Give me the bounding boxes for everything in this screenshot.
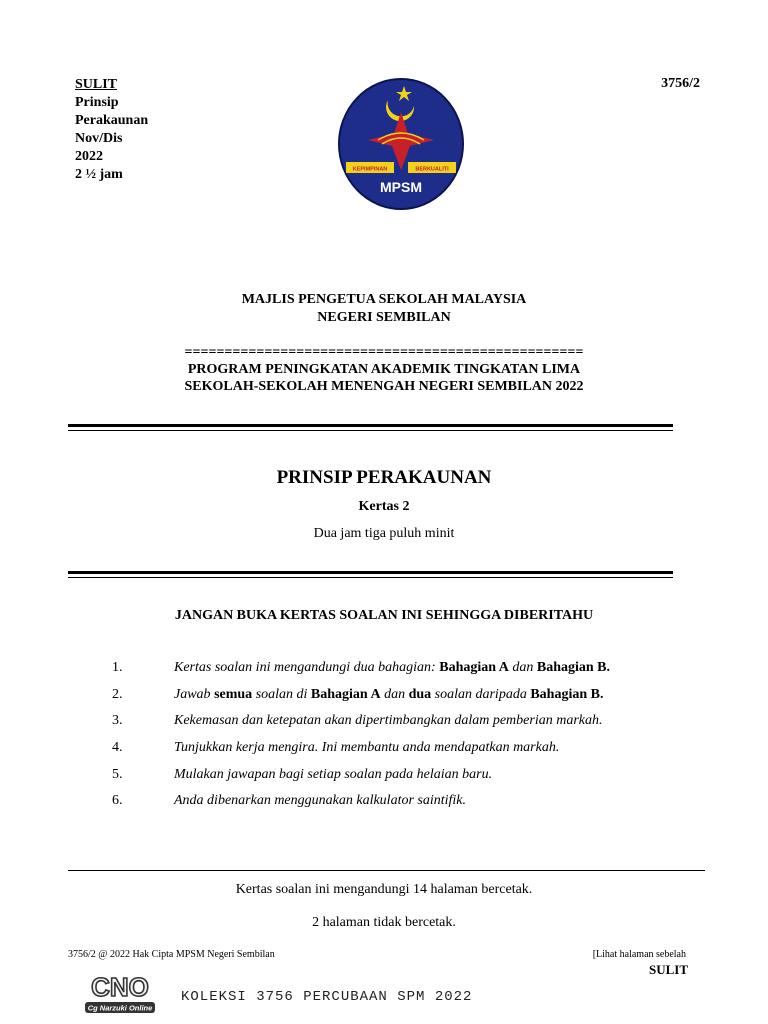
divider-top [68, 424, 673, 427]
separator-line: ================================================== [184, 345, 584, 360]
instruction-text: Tunjukkan kerja mengira. Ini membantu anda mendapatkan markah. [174, 740, 560, 755]
duration-text: Dua jam tiga puluh minit [313, 526, 455, 541]
instruction-text: Anda dibenarkan menggunakan kalkulator saintifik. [174, 793, 467, 808]
instruction-text: Kekemasan dan ketepatan akan dipertimbangkan dalam pemberian markah. [174, 713, 603, 728]
program-line-2: SEKOLAH-SEKOLAH MENENGAH NEGERI SEMBILAN 2022 [184, 379, 584, 394]
instruction-number: 6. [112, 793, 123, 808]
exam-year: 2022 [75, 149, 103, 164]
footer-rule [68, 870, 705, 871]
subject-line-2: Perakaunan [75, 113, 149, 128]
pages-blank: 2 halaman tidak bercetak. [312, 915, 456, 930]
copyright-text: 3756/2 @ 2022 Hak Cipta MPSM Negeri Sembilan [68, 949, 275, 960]
instruction-number: 2. [112, 687, 123, 702]
exam-duration-short: 2 ½ jam [75, 167, 123, 182]
instruction-text: Jawab semua soalan di Bahagian A dan dua soalan daripada Bahagian B. [174, 687, 604, 702]
cno-logo-subtext: Cg Narzuki Online [87, 1003, 153, 1013]
pages-printed: Kertas soalan ini mengandungi 14 halaman bercetak. [235, 882, 533, 897]
council-name [0, 291, 768, 327]
program-line-1: PROGRAM PENINGKATAN AKADEMIK TINGKATAN LIMA [187, 362, 581, 377]
subject-line-1: Prinsip [75, 95, 119, 110]
paper-number: Kertas 2 [358, 499, 410, 514]
logo-banner-left: KEPIMPINAN [352, 166, 388, 173]
paper-code: 3756/2 [661, 76, 700, 91]
exam-month: Nov/Dis [75, 131, 123, 146]
subject-title: PRINSIP PERAKAUNAN [276, 467, 492, 488]
instruction-text: Mulakan jawapan bagi setiap soalan pada helaian baru. [174, 767, 493, 782]
council-line-1: MAJLIS PENGETUA SEKOLAH MALAYSIA [241, 292, 527, 307]
page-count [0, 873, 768, 939]
instruction-number: 3. [112, 713, 123, 728]
program-title [0, 344, 768, 395]
see-next-page: [Lihat halaman sebelah [592, 949, 686, 960]
instruction-number: 5. [112, 767, 123, 782]
sulit-footer: SULIT [648, 962, 688, 977]
divider-middle [68, 571, 673, 574]
divider-top-thin [68, 430, 673, 431]
instruction-number: 1. [112, 660, 123, 675]
cno-logo-text: CNO [91, 972, 149, 1002]
instruction-text: Kertas soalan ini mengandungi dua bahagian: Bahagian A dan Bahagian B. [174, 660, 611, 675]
logo-name: MPSM [380, 179, 422, 195]
header-info [75, 76, 148, 184]
cno-watermark-logo [79, 970, 161, 1016]
mpsm-logo [338, 78, 464, 210]
sulit-label: SULIT [75, 77, 118, 92]
council-line-2: NEGERI SEMBILAN [317, 310, 451, 325]
logo-banner-right: BERKUALITI [415, 166, 449, 173]
collection-watermark: KOLEKSI 3756 PERCUBAAN SPM 2022 [181, 989, 473, 1005]
instruction-number: 4. [112, 740, 123, 755]
divider-middle-thin [68, 577, 673, 578]
warning-text: JANGAN BUKA KERTAS SOALAN INI SEHINGGA DIBERITAHU [174, 608, 594, 623]
